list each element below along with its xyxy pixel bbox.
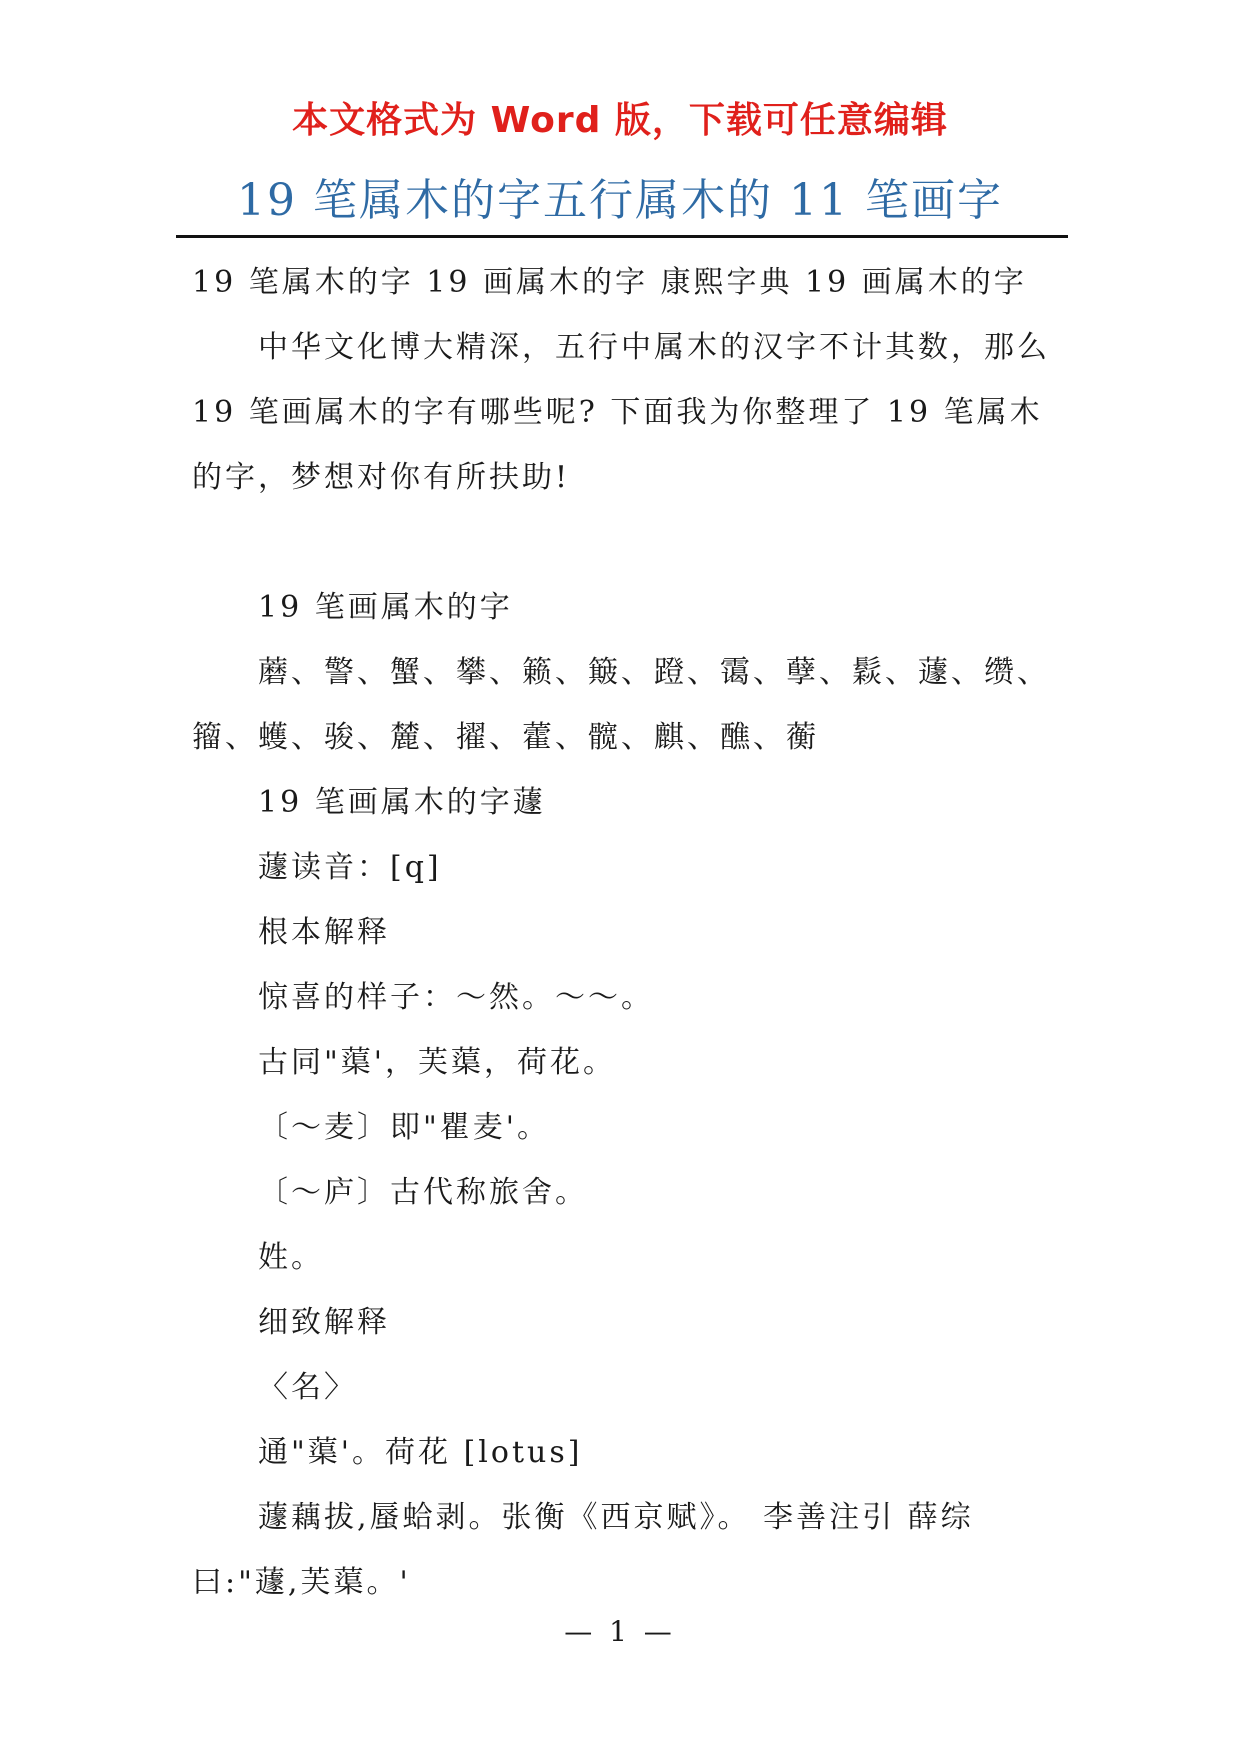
download-banner: 本文格式为 Word 版，下载可任意编辑	[292, 100, 948, 141]
citation-paragraph: 蘧藕拔,蜃蛤剥。张衡《西京赋》。 李善注引 薛综曰:"蘧,芙蕖。'	[192, 1500, 974, 1600]
section-heading-qu: 19 笔画属木的字蘧	[258, 785, 546, 820]
definition-item: 〔～麦〕即"瞿麦'。	[258, 1110, 551, 1145]
definition-item: 姓。	[258, 1240, 324, 1275]
part-of-speech-label: 〈名〉	[258, 1370, 357, 1405]
definition-item: 惊喜的样子：～然。～～。	[258, 980, 654, 1015]
definition-item: 古同"蕖'，芙蕖，荷花。	[258, 1045, 617, 1080]
pronunciation-line: 蘧读音：[q]	[258, 850, 442, 885]
paragraph-spacer	[192, 510, 1056, 575]
document-title: 19 笔属木的字五行属木的 11 笔画字	[237, 175, 1003, 226]
intro-paragraph: 中华文化博大精深，五行中属木的汉字不计其数，那么 19 笔画属木的字有哪些呢? 下面我为你整理了 19 笔属木的字，梦想对你有所扶助!	[192, 330, 1050, 495]
definition-item: 〔～庐〕古代称旅舍。	[258, 1175, 588, 1210]
document-body	[192, 250, 1056, 1615]
detailed-definition-heading: 细致解释	[258, 1305, 390, 1340]
section-heading-19-strokes: 19 笔画属木的字	[258, 590, 513, 625]
title-divider	[176, 235, 1068, 238]
keywords-line: 19 笔属木的字 19 画属木的字 康熙字典 19 画属木的字	[192, 265, 1027, 300]
basic-definition-heading: 根本解释	[258, 915, 390, 950]
character-list: 蘑、警、蟹、攀、籁、簸、蹬、霭、孽、鬏、蘧、缵、籀、蠖、骏、麓、擢、藿、髋、麒、醮、蘅	[192, 655, 1050, 755]
definition-item: 通"蕖'。荷花 [lotus]	[258, 1435, 583, 1470]
page-number: — 1 —	[564, 1615, 676, 1648]
